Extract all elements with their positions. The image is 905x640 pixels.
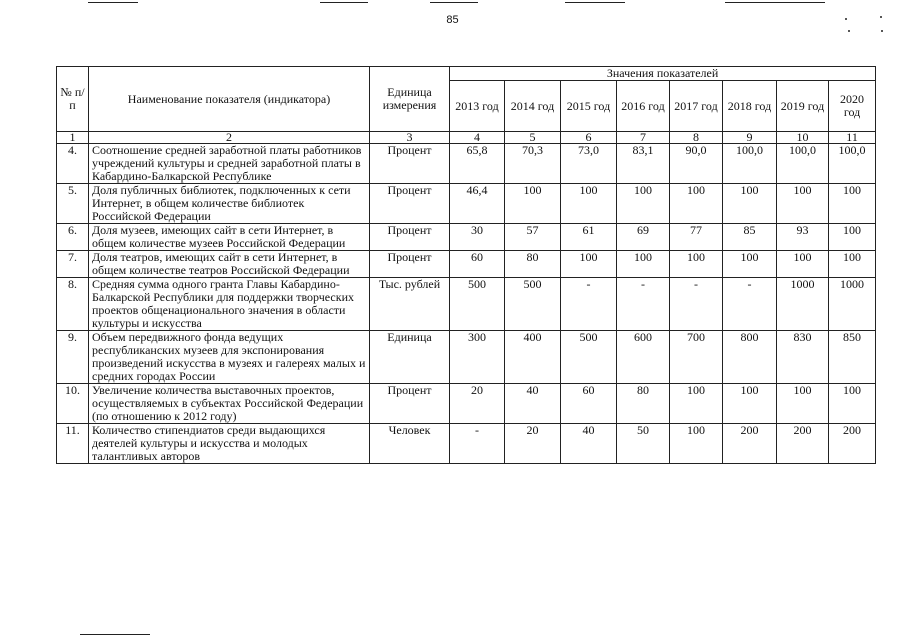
- row-number: 6.: [57, 224, 89, 251]
- indicator-name: Увеличение количества выставочных проектов, осуществляемых в субъектах Российской Федерации (по отношению к 2012 году): [89, 384, 370, 424]
- table-row: [57, 144, 876, 184]
- indicator-value: 830: [777, 331, 829, 384]
- header-row: [57, 67, 876, 81]
- row-number: 8.: [57, 278, 89, 331]
- indicator-value: 85: [723, 224, 777, 251]
- indicator-name: Количество стипендиатов среди выдающихся деятелей культуры и искусства и молодых талантливых авторов: [89, 424, 370, 464]
- column-number: 5: [505, 132, 561, 144]
- indicator-value: 40: [561, 424, 617, 464]
- table-row: [57, 184, 876, 224]
- indicator-value: 300: [450, 331, 505, 384]
- indicators-table: [56, 66, 876, 464]
- table-row: [57, 278, 876, 331]
- indicator-value: 100: [777, 184, 829, 224]
- scan-artifact-line: [430, 2, 478, 3]
- indicator-name: Доля публичных библиотек, подключенных к сети Интернет, в общем количестве библиотек Российской Федерации: [89, 184, 370, 224]
- indicator-name: Средняя сумма одного гранта Главы Кабардино-Балкарской Республики для поддержки творческих проектов общенационального значения в области культуры и искусства: [89, 278, 370, 331]
- unit-of-measure: Процент: [370, 224, 450, 251]
- column-number: 8: [670, 132, 723, 144]
- indicator-value: 80: [505, 251, 561, 278]
- header-unit: Единица измерения: [370, 67, 450, 132]
- header-year: 2013 год: [450, 81, 505, 132]
- column-number: 6: [561, 132, 617, 144]
- indicator-value: 850: [829, 331, 876, 384]
- header-year: 2015 год: [561, 81, 617, 132]
- column-number: 7: [617, 132, 670, 144]
- indicator-value: 40: [505, 384, 561, 424]
- indicator-value: 700: [670, 331, 723, 384]
- scan-artifact-line: [725, 2, 825, 3]
- indicator-value: 100: [723, 384, 777, 424]
- indicator-value: 90,0: [670, 144, 723, 184]
- unit-of-measure: Тыс. рублей: [370, 278, 450, 331]
- indicator-value: 100: [505, 184, 561, 224]
- indicator-value: 100: [777, 251, 829, 278]
- indicator-value: 100: [670, 184, 723, 224]
- indicator-value: 200: [829, 424, 876, 464]
- indicator-value: 100: [670, 251, 723, 278]
- indicator-value: 80: [617, 384, 670, 424]
- indicator-value: 100: [829, 224, 876, 251]
- indicator-name: Доля театров, имеющих сайт в сети Интернет, в общем количестве театров Российской Федерации: [89, 251, 370, 278]
- indicator-value: 100: [777, 384, 829, 424]
- header-name: Наименование показателя (индикатора): [89, 67, 370, 132]
- indicator-value: 83,1: [617, 144, 670, 184]
- row-number: 10.: [57, 384, 89, 424]
- indicator-name: Доля музеев, имеющих сайт в сети Интернет, в общем количестве музеев Российской Федерации: [89, 224, 370, 251]
- indicator-value: 100,0: [723, 144, 777, 184]
- indicator-value: 60: [450, 251, 505, 278]
- scan-artifact-speck: [881, 30, 883, 32]
- indicator-value: 100: [723, 251, 777, 278]
- unit-of-measure: Процент: [370, 251, 450, 278]
- indicator-value: 50: [617, 424, 670, 464]
- row-number: 9.: [57, 331, 89, 384]
- indicator-value: 100: [723, 184, 777, 224]
- table-row: [57, 384, 876, 424]
- row-number: 11.: [57, 424, 89, 464]
- scan-artifact-line: [88, 2, 138, 3]
- indicator-name: Соотношение средней заработной платы работников учреждений культуры и средней заработной платы в Кабардино-Балкарской Республике: [89, 144, 370, 184]
- indicator-value: 200: [723, 424, 777, 464]
- indicator-value: 100,0: [777, 144, 829, 184]
- column-number: 3: [370, 132, 450, 144]
- unit-of-measure: Процент: [370, 384, 450, 424]
- header-year: 2016 год: [617, 81, 670, 132]
- indicator-value: -: [561, 278, 617, 331]
- header-year: 2018 год: [723, 81, 777, 132]
- indicator-name: Объем передвижного фонда ведущих республиканских музеев для экспонирования произведений искусства в музеях и галереях малых и средних городах России: [89, 331, 370, 384]
- row-number: 5.: [57, 184, 89, 224]
- header-year: 2017 год: [670, 81, 723, 132]
- header-year: 2020 год: [829, 81, 876, 132]
- indicator-value: 100: [670, 384, 723, 424]
- indicator-value: 100: [617, 251, 670, 278]
- header-year: 2019 год: [777, 81, 829, 132]
- scan-artifact-speck: [848, 30, 850, 32]
- scan-artifact-line: [80, 634, 150, 635]
- indicator-value: 200: [777, 424, 829, 464]
- scan-artifact-line: [320, 2, 368, 3]
- indicator-value: 100,0: [829, 144, 876, 184]
- indicator-value: 93: [777, 224, 829, 251]
- header-num: № п/п: [57, 67, 89, 132]
- indicator-value: 100: [617, 184, 670, 224]
- page-number: 85: [446, 14, 459, 26]
- indicator-value: 61: [561, 224, 617, 251]
- column-number: 1: [57, 132, 89, 144]
- indicator-value: -: [450, 424, 505, 464]
- indicator-value: 65,8: [450, 144, 505, 184]
- indicator-value: 100: [829, 251, 876, 278]
- indicator-value: 30: [450, 224, 505, 251]
- indicator-value: 100: [561, 251, 617, 278]
- row-number: 4.: [57, 144, 89, 184]
- indicator-value: 100: [670, 424, 723, 464]
- unit-of-measure: Процент: [370, 144, 450, 184]
- column-number: 11: [829, 132, 876, 144]
- indicator-value: 500: [505, 278, 561, 331]
- table-row: [57, 424, 876, 464]
- indicator-value: 100: [829, 384, 876, 424]
- indicator-value: 46,4: [450, 184, 505, 224]
- unit-of-measure: Человек: [370, 424, 450, 464]
- indicator-value: 600: [617, 331, 670, 384]
- column-number: 10: [777, 132, 829, 144]
- indicator-value: 100: [829, 184, 876, 224]
- indicator-value: 100: [561, 184, 617, 224]
- table-row: [57, 251, 876, 278]
- column-number: 2: [89, 132, 370, 144]
- row-number: 7.: [57, 251, 89, 278]
- indicator-value: -: [723, 278, 777, 331]
- indicator-value: 500: [450, 278, 505, 331]
- column-numbers-row: [57, 132, 876, 144]
- indicator-value: 73,0: [561, 144, 617, 184]
- header-values-group: Значения показателей: [450, 67, 876, 81]
- column-number: 9: [723, 132, 777, 144]
- indicator-value: -: [617, 278, 670, 331]
- indicator-value: 1000: [829, 278, 876, 331]
- indicator-value: 57: [505, 224, 561, 251]
- indicator-value: 70,3: [505, 144, 561, 184]
- indicator-value: 20: [450, 384, 505, 424]
- indicator-value: 60: [561, 384, 617, 424]
- indicator-value: -: [670, 278, 723, 331]
- table-row: [57, 224, 876, 251]
- header-year: 2014 год: [505, 81, 561, 132]
- indicator-value: 20: [505, 424, 561, 464]
- scan-artifact-line: [565, 2, 625, 3]
- indicator-value: 500: [561, 331, 617, 384]
- indicator-value: 1000: [777, 278, 829, 331]
- unit-of-measure: Единица: [370, 331, 450, 384]
- indicator-value: 800: [723, 331, 777, 384]
- indicator-value: 77: [670, 224, 723, 251]
- indicator-value: 69: [617, 224, 670, 251]
- column-number: 4: [450, 132, 505, 144]
- indicator-value: 400: [505, 331, 561, 384]
- table-row: [57, 331, 876, 384]
- unit-of-measure: Процент: [370, 184, 450, 224]
